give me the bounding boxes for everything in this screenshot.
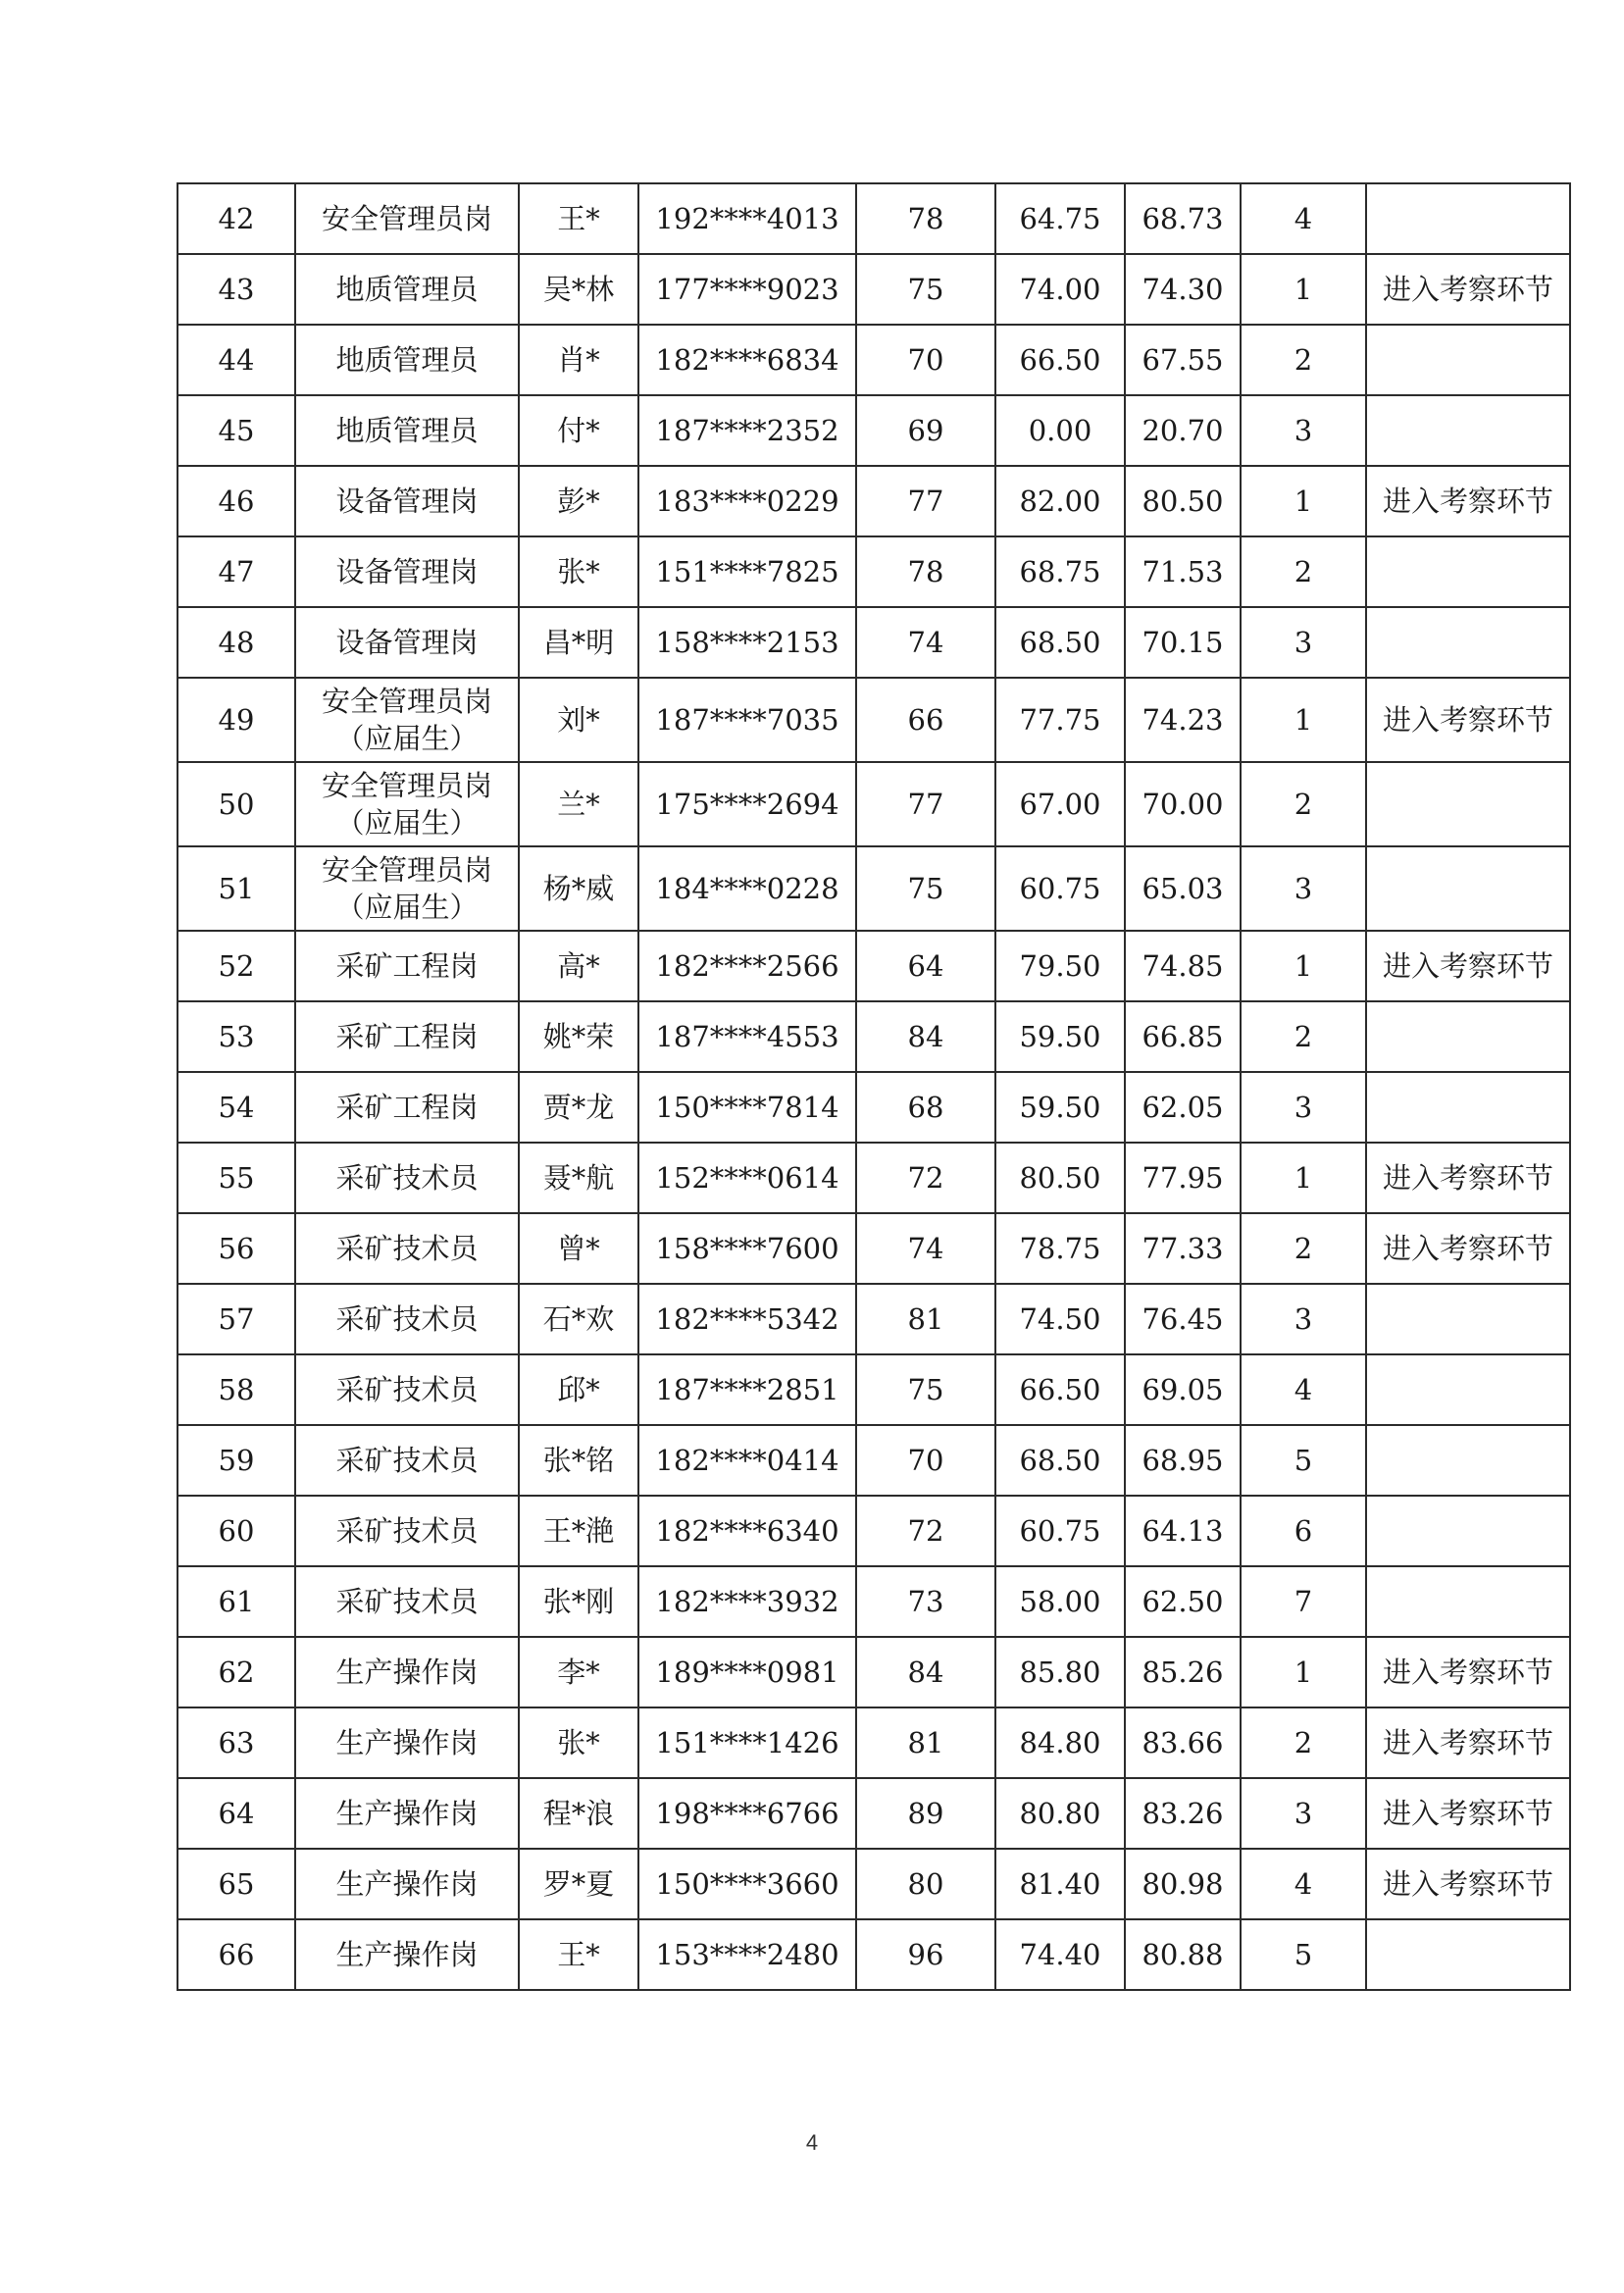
row-number-cell: 55 [178, 1143, 295, 1213]
remark-cell [1366, 1001, 1570, 1072]
written-score-cell: 73 [856, 1566, 995, 1637]
remark-cell [1366, 183, 1570, 254]
table-row [178, 1072, 1570, 1143]
name-cell: 杨*威 [519, 846, 638, 931]
phone-cell: 182****6834 [638, 325, 856, 395]
row-number-cell: 45 [178, 395, 295, 466]
position-cell: 地质管理员 [295, 325, 519, 395]
written-score-cell: 70 [856, 325, 995, 395]
rank-cell: 1 [1241, 254, 1366, 325]
interview-score-cell: 58.00 [995, 1566, 1125, 1637]
remark-cell: 进入考察环节 [1366, 1637, 1570, 1707]
written-score-cell: 75 [856, 1354, 995, 1425]
position-cell: 地质管理员 [295, 254, 519, 325]
name-cell: 张* [519, 1707, 638, 1778]
table-row [178, 1284, 1570, 1354]
written-score-cell: 78 [856, 183, 995, 254]
remark-cell: 进入考察环节 [1366, 1778, 1570, 1849]
name-cell: 王* [519, 1919, 638, 1990]
remark-cell: 进入考察环节 [1366, 466, 1570, 536]
row-number-cell: 57 [178, 1284, 295, 1354]
written-score-cell: 69 [856, 395, 995, 466]
interview-score-cell: 60.75 [995, 1496, 1125, 1566]
phone-cell: 187****7035 [638, 678, 856, 762]
phone-cell: 187****2851 [638, 1354, 856, 1425]
total-score-cell: 70.15 [1125, 607, 1241, 678]
remark-cell: 进入考察环节 [1366, 1707, 1570, 1778]
position-cell: 采矿技术员 [295, 1566, 519, 1637]
table-row [178, 1919, 1570, 1990]
name-cell: 罗*夏 [519, 1849, 638, 1919]
row-number-cell: 53 [178, 1001, 295, 1072]
phone-cell: 158****7600 [638, 1213, 856, 1284]
table-row [178, 1849, 1570, 1919]
rank-cell: 4 [1241, 1849, 1366, 1919]
row-number-cell: 50 [178, 762, 295, 846]
position-cell: 采矿技术员 [295, 1143, 519, 1213]
total-score-cell: 83.26 [1125, 1778, 1241, 1849]
rank-cell: 4 [1241, 183, 1366, 254]
remark-cell [1366, 1425, 1570, 1496]
written-score-cell: 68 [856, 1072, 995, 1143]
total-score-cell: 80.50 [1125, 466, 1241, 536]
written-score-cell: 77 [856, 466, 995, 536]
interview-score-cell: 59.50 [995, 1072, 1125, 1143]
position-cell: 采矿技术员 [295, 1425, 519, 1496]
phone-cell: 198****6766 [638, 1778, 856, 1849]
row-number-cell: 56 [178, 1213, 295, 1284]
row-number-cell: 54 [178, 1072, 295, 1143]
table-row [178, 1637, 1570, 1707]
table-row [178, 1213, 1570, 1284]
table-row [178, 1778, 1570, 1849]
total-score-cell: 68.95 [1125, 1425, 1241, 1496]
rank-cell: 1 [1241, 1637, 1366, 1707]
table-row [178, 1707, 1570, 1778]
name-cell: 刘* [519, 678, 638, 762]
table-row [178, 1354, 1570, 1425]
table-row [178, 395, 1570, 466]
name-cell: 昌*明 [519, 607, 638, 678]
name-cell: 彭* [519, 466, 638, 536]
total-score-cell: 77.95 [1125, 1143, 1241, 1213]
position-cell: 采矿技术员 [295, 1213, 519, 1284]
phone-cell: 151****1426 [638, 1707, 856, 1778]
table-row [178, 183, 1570, 254]
written-score-cell: 89 [856, 1778, 995, 1849]
remark-cell [1366, 325, 1570, 395]
phone-cell: 189****0981 [638, 1637, 856, 1707]
phone-cell: 177****9023 [638, 254, 856, 325]
position-cell: 生产操作岗 [295, 1637, 519, 1707]
table-row [178, 1425, 1570, 1496]
table-row [178, 1496, 1570, 1566]
rank-cell: 5 [1241, 1425, 1366, 1496]
rank-cell: 4 [1241, 1354, 1366, 1425]
table-row [178, 678, 1570, 762]
table-row [178, 1001, 1570, 1072]
position-cell: 采矿技术员 [295, 1284, 519, 1354]
row-number-cell: 46 [178, 466, 295, 536]
position-cell: 生产操作岗 [295, 1849, 519, 1919]
total-score-cell: 76.45 [1125, 1284, 1241, 1354]
total-score-cell: 70.00 [1125, 762, 1241, 846]
total-score-cell: 69.05 [1125, 1354, 1241, 1425]
name-cell: 曾* [519, 1213, 638, 1284]
rank-cell: 3 [1241, 607, 1366, 678]
position-cell: 采矿工程岗 [295, 1072, 519, 1143]
interview-score-cell: 66.50 [995, 325, 1125, 395]
name-cell: 王* [519, 183, 638, 254]
position-cell: 采矿工程岗 [295, 931, 519, 1001]
interview-score-cell: 84.80 [995, 1707, 1125, 1778]
remark-cell [1366, 607, 1570, 678]
remark-cell [1366, 536, 1570, 607]
rank-cell: 2 [1241, 1213, 1366, 1284]
name-cell: 高* [519, 931, 638, 1001]
name-cell: 姚*荣 [519, 1001, 638, 1072]
phone-cell: 175****2694 [638, 762, 856, 846]
name-cell: 贾*龙 [519, 1072, 638, 1143]
remark-cell: 进入考察环节 [1366, 678, 1570, 762]
written-score-cell: 81 [856, 1284, 995, 1354]
table-row [178, 607, 1570, 678]
interview-score-cell: 67.00 [995, 762, 1125, 846]
table-row [178, 325, 1570, 395]
written-score-cell: 74 [856, 607, 995, 678]
table-row [178, 1566, 1570, 1637]
row-number-cell: 61 [178, 1566, 295, 1637]
written-score-cell: 70 [856, 1425, 995, 1496]
phone-cell: 150****3660 [638, 1849, 856, 1919]
rank-cell: 2 [1241, 536, 1366, 607]
phone-cell: 182****0414 [638, 1425, 856, 1496]
interview-score-cell: 64.75 [995, 183, 1125, 254]
phone-cell: 187****4553 [638, 1001, 856, 1072]
total-score-cell: 71.53 [1125, 536, 1241, 607]
row-number-cell: 58 [178, 1354, 295, 1425]
interview-score-cell: 74.40 [995, 1919, 1125, 1990]
position-cell: 采矿技术员 [295, 1354, 519, 1425]
rank-cell: 3 [1241, 846, 1366, 931]
total-score-cell: 62.05 [1125, 1072, 1241, 1143]
remark-cell [1366, 762, 1570, 846]
table-body [178, 183, 1570, 1990]
interview-score-cell: 77.75 [995, 678, 1125, 762]
interview-score-cell: 59.50 [995, 1001, 1125, 1072]
total-score-cell: 80.88 [1125, 1919, 1241, 1990]
table-row [178, 762, 1570, 846]
name-cell: 付* [519, 395, 638, 466]
remark-cell [1366, 1919, 1570, 1990]
phone-cell: 158****2153 [638, 607, 856, 678]
phone-cell: 152****0614 [638, 1143, 856, 1213]
position-cell: 安全管理员岗（应届生） [295, 762, 519, 846]
rank-cell: 2 [1241, 325, 1366, 395]
name-cell: 张*刚 [519, 1566, 638, 1637]
interview-score-cell: 68.50 [995, 1425, 1125, 1496]
position-cell: 安全管理员岗 [295, 183, 519, 254]
row-number-cell: 51 [178, 846, 295, 931]
total-score-cell: 67.55 [1125, 325, 1241, 395]
interview-score-cell: 82.00 [995, 466, 1125, 536]
position-cell: 设备管理岗 [295, 607, 519, 678]
position-cell: 地质管理员 [295, 395, 519, 466]
name-cell: 张* [519, 536, 638, 607]
written-score-cell: 78 [856, 536, 995, 607]
row-number-cell: 63 [178, 1707, 295, 1778]
total-score-cell: 62.50 [1125, 1566, 1241, 1637]
row-number-cell: 62 [178, 1637, 295, 1707]
row-number-cell: 64 [178, 1778, 295, 1849]
interview-score-cell: 85.80 [995, 1637, 1125, 1707]
rank-cell: 2 [1241, 762, 1366, 846]
phone-cell: 151****7825 [638, 536, 856, 607]
remark-cell: 进入考察环节 [1366, 931, 1570, 1001]
position-cell: 生产操作岗 [295, 1778, 519, 1849]
rank-cell: 3 [1241, 1778, 1366, 1849]
name-cell: 兰* [519, 762, 638, 846]
phone-cell: 182****2566 [638, 931, 856, 1001]
total-score-cell: 64.13 [1125, 1496, 1241, 1566]
written-score-cell: 81 [856, 1707, 995, 1778]
position-cell: 设备管理岗 [295, 466, 519, 536]
phone-cell: 182****3932 [638, 1566, 856, 1637]
remark-cell [1366, 1284, 1570, 1354]
total-score-cell: 65.03 [1125, 846, 1241, 931]
interview-score-cell: 81.40 [995, 1849, 1125, 1919]
interview-score-cell: 74.00 [995, 254, 1125, 325]
row-number-cell: 66 [178, 1919, 295, 1990]
remark-cell [1366, 1496, 1570, 1566]
phone-cell: 150****7814 [638, 1072, 856, 1143]
interview-score-cell: 80.50 [995, 1143, 1125, 1213]
total-score-cell: 80.98 [1125, 1849, 1241, 1919]
written-score-cell: 75 [856, 254, 995, 325]
name-cell: 聂*航 [519, 1143, 638, 1213]
position-cell: 安全管理员岗（应届生） [295, 678, 519, 762]
rank-cell: 2 [1241, 1001, 1366, 1072]
total-score-cell: 83.66 [1125, 1707, 1241, 1778]
interview-score-cell: 68.75 [995, 536, 1125, 607]
interview-score-cell: 74.50 [995, 1284, 1125, 1354]
total-score-cell: 68.73 [1125, 183, 1241, 254]
remark-cell: 进入考察环节 [1366, 1143, 1570, 1213]
name-cell: 王*滟 [519, 1496, 638, 1566]
row-number-cell: 65 [178, 1849, 295, 1919]
table-row [178, 846, 1570, 931]
results-table [177, 182, 1571, 1991]
rank-cell: 2 [1241, 1707, 1366, 1778]
remark-cell [1366, 1072, 1570, 1143]
row-number-cell: 42 [178, 183, 295, 254]
phone-cell: 153****2480 [638, 1919, 856, 1990]
row-number-cell: 60 [178, 1496, 295, 1566]
rank-cell: 6 [1241, 1496, 1366, 1566]
name-cell: 石*欢 [519, 1284, 638, 1354]
written-score-cell: 84 [856, 1001, 995, 1072]
remark-cell [1366, 1566, 1570, 1637]
written-score-cell: 74 [856, 1213, 995, 1284]
total-score-cell: 74.85 [1125, 931, 1241, 1001]
written-score-cell: 77 [856, 762, 995, 846]
rank-cell: 5 [1241, 1919, 1366, 1990]
row-number-cell: 47 [178, 536, 295, 607]
table-row [178, 1143, 1570, 1213]
written-score-cell: 75 [856, 846, 995, 931]
remark-cell: 进入考察环节 [1366, 1213, 1570, 1284]
position-cell: 采矿工程岗 [295, 1001, 519, 1072]
total-score-cell: 74.30 [1125, 254, 1241, 325]
interview-score-cell: 68.50 [995, 607, 1125, 678]
row-number-cell: 48 [178, 607, 295, 678]
name-cell: 吴*林 [519, 254, 638, 325]
rank-cell: 7 [1241, 1566, 1366, 1637]
remark-cell [1366, 846, 1570, 931]
page-number: 4 [805, 2130, 819, 2155]
total-score-cell: 74.23 [1125, 678, 1241, 762]
row-number-cell: 52 [178, 931, 295, 1001]
rank-cell: 1 [1241, 931, 1366, 1001]
row-number-cell: 59 [178, 1425, 295, 1496]
phone-cell: 187****2352 [638, 395, 856, 466]
rank-cell: 1 [1241, 678, 1366, 762]
written-score-cell: 72 [856, 1496, 995, 1566]
total-score-cell: 85.26 [1125, 1637, 1241, 1707]
row-number-cell: 44 [178, 325, 295, 395]
remark-cell [1366, 1354, 1570, 1425]
position-cell: 安全管理员岗（应届生） [295, 846, 519, 931]
rank-cell: 3 [1241, 395, 1366, 466]
rank-cell: 1 [1241, 466, 1366, 536]
table-row [178, 254, 1570, 325]
rank-cell: 3 [1241, 1072, 1366, 1143]
name-cell: 李* [519, 1637, 638, 1707]
row-number-cell: 49 [178, 678, 295, 762]
phone-cell: 182****6340 [638, 1496, 856, 1566]
position-cell: 生产操作岗 [295, 1707, 519, 1778]
name-cell: 邱* [519, 1354, 638, 1425]
interview-score-cell: 78.75 [995, 1213, 1125, 1284]
interview-score-cell: 60.75 [995, 846, 1125, 931]
interview-score-cell: 80.80 [995, 1778, 1125, 1849]
remark-cell [1366, 395, 1570, 466]
phone-cell: 183****0229 [638, 466, 856, 536]
total-score-cell: 77.33 [1125, 1213, 1241, 1284]
interview-score-cell: 66.50 [995, 1354, 1125, 1425]
name-cell: 张*铭 [519, 1425, 638, 1496]
position-cell: 生产操作岗 [295, 1919, 519, 1990]
total-score-cell: 66.85 [1125, 1001, 1241, 1072]
position-cell: 设备管理岗 [295, 536, 519, 607]
remark-cell: 进入考察环节 [1366, 254, 1570, 325]
name-cell: 肖* [519, 325, 638, 395]
interview-score-cell: 0.00 [995, 395, 1125, 466]
written-score-cell: 72 [856, 1143, 995, 1213]
interview-score-cell: 79.50 [995, 931, 1125, 1001]
table-row [178, 931, 1570, 1001]
phone-cell: 184****0228 [638, 846, 856, 931]
total-score-cell: 20.70 [1125, 395, 1241, 466]
rank-cell: 3 [1241, 1284, 1366, 1354]
row-number-cell: 43 [178, 254, 295, 325]
remark-cell: 进入考察环节 [1366, 1849, 1570, 1919]
written-score-cell: 80 [856, 1849, 995, 1919]
table-row [178, 466, 1570, 536]
written-score-cell: 64 [856, 931, 995, 1001]
table-row [178, 536, 1570, 607]
rank-cell: 1 [1241, 1143, 1366, 1213]
written-score-cell: 66 [856, 678, 995, 762]
name-cell: 程*浪 [519, 1778, 638, 1849]
phone-cell: 182****5342 [638, 1284, 856, 1354]
position-cell: 采矿技术员 [295, 1496, 519, 1566]
written-score-cell: 84 [856, 1637, 995, 1707]
phone-cell: 192****4013 [638, 183, 856, 254]
written-score-cell: 96 [856, 1919, 995, 1990]
